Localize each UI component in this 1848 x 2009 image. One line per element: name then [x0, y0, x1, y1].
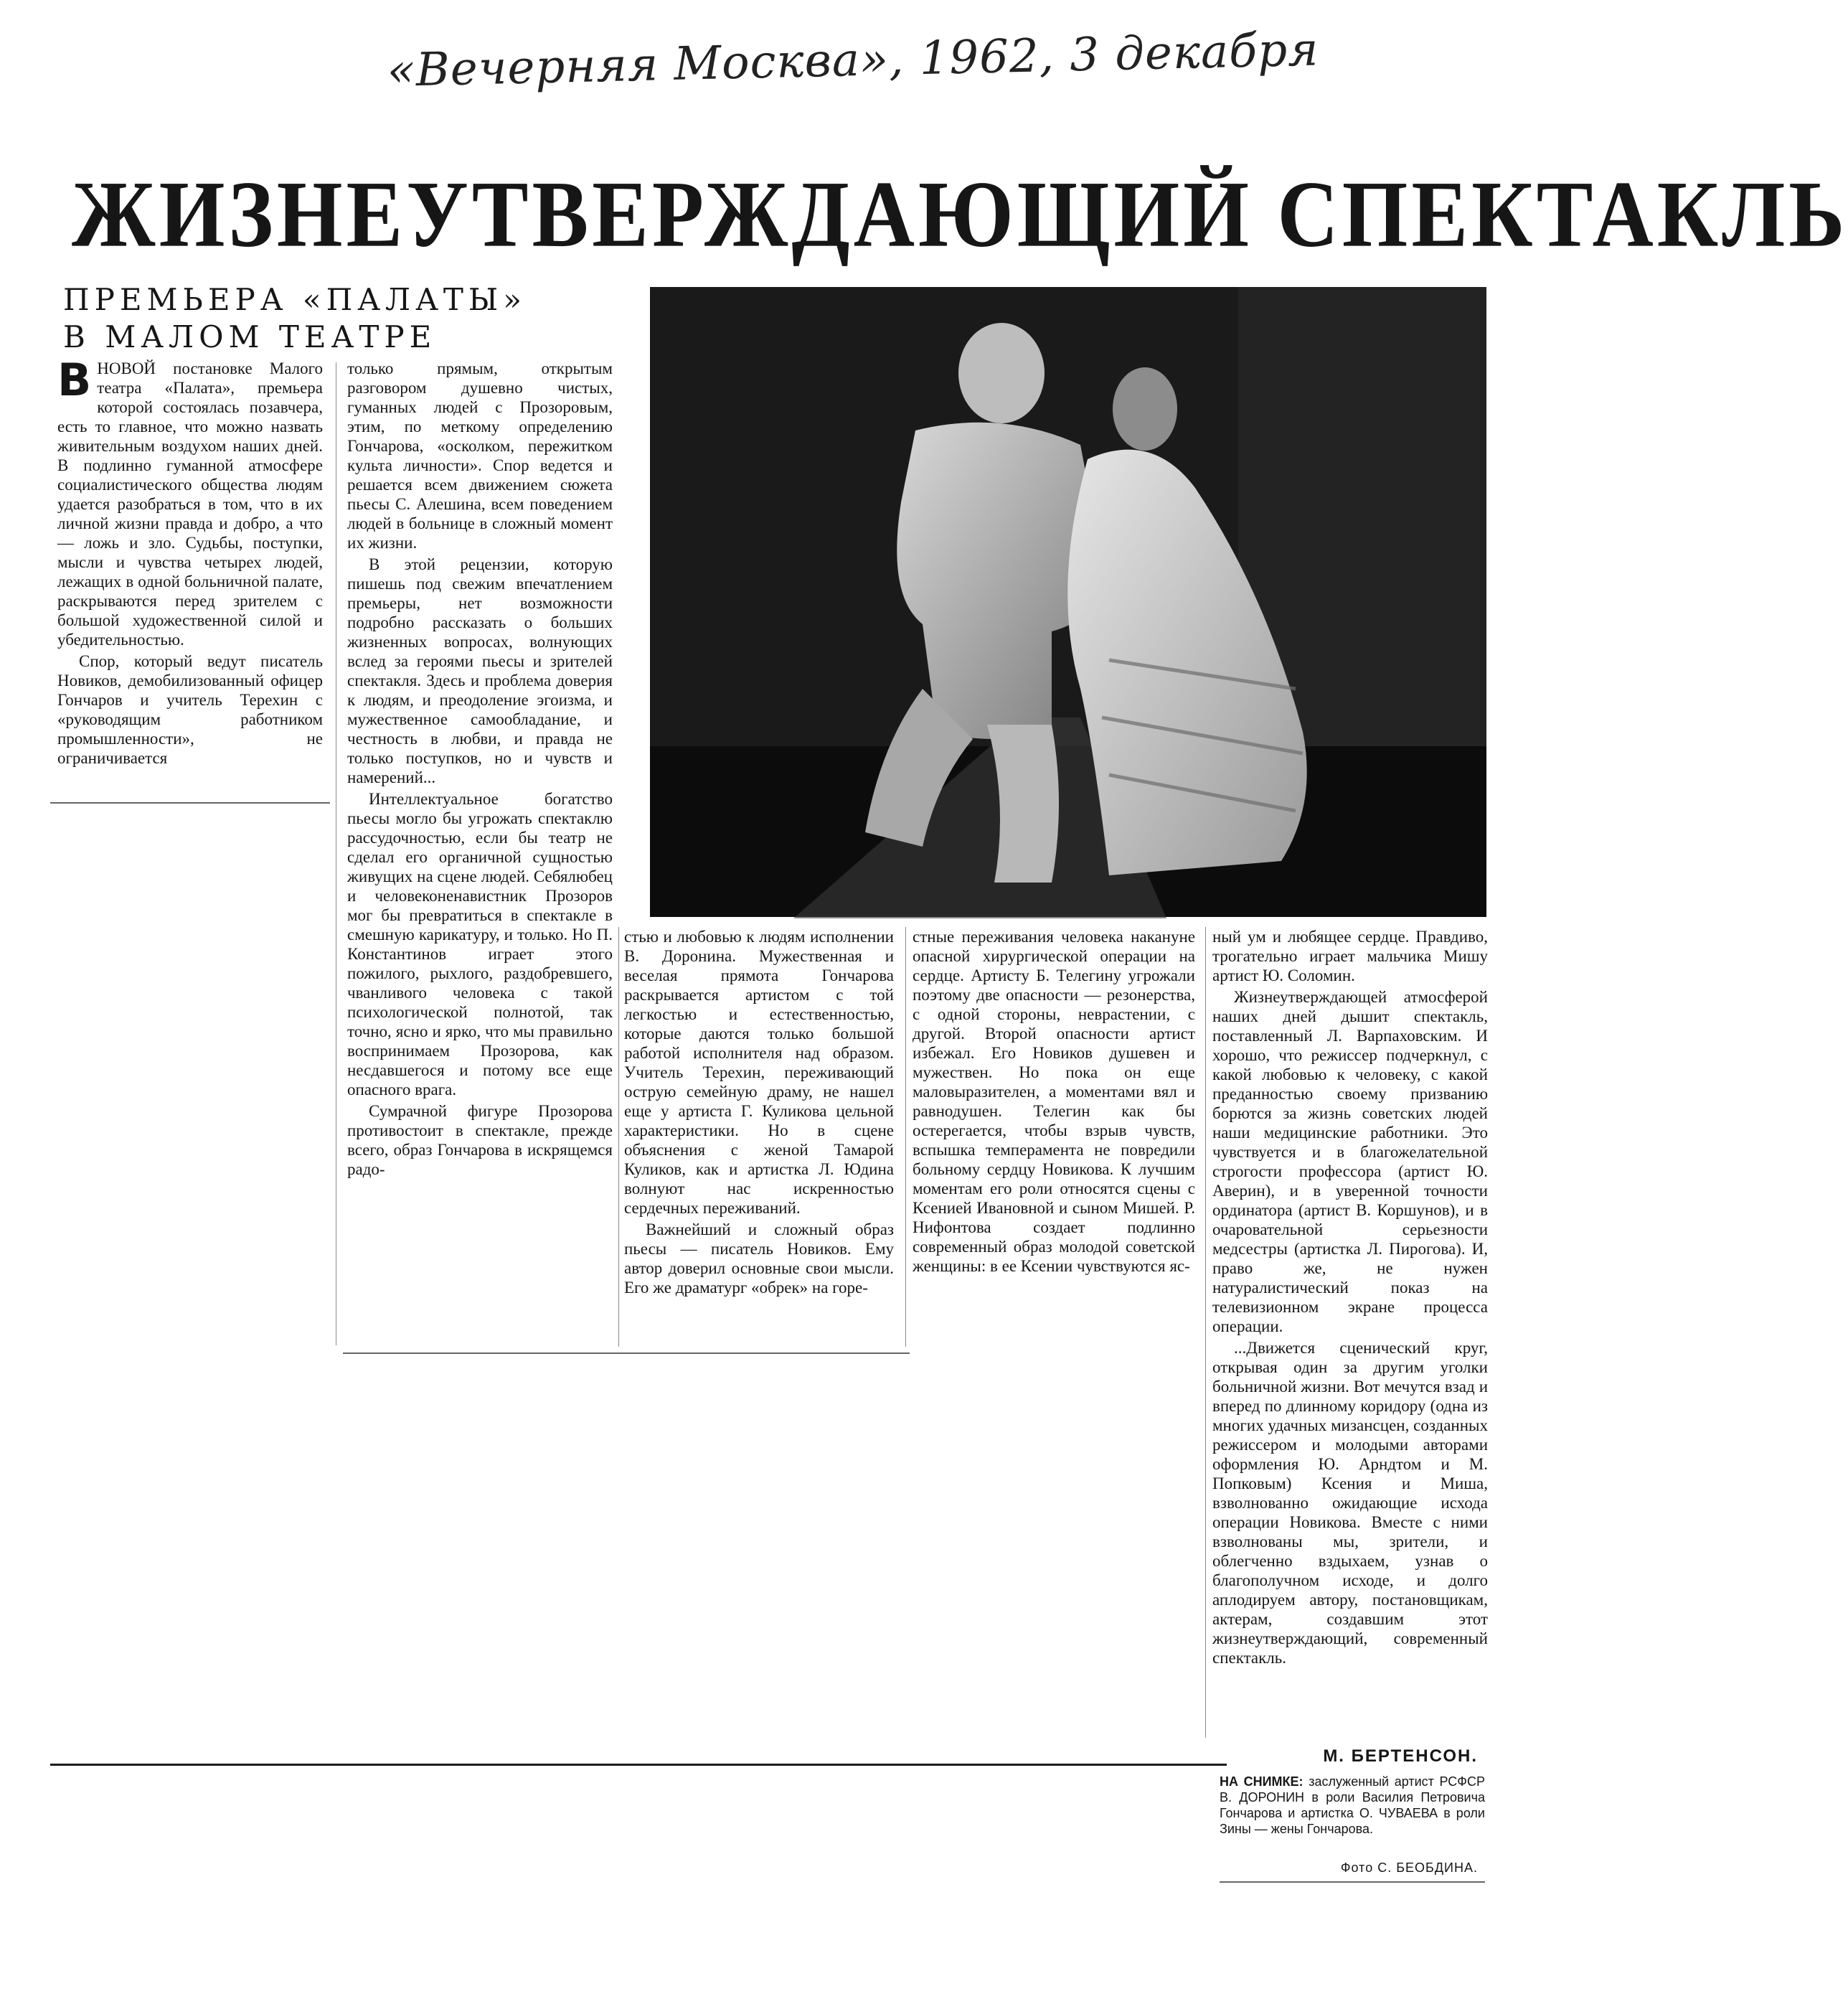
- column-5-paragraph-1: ный ум и любящее сердце. Правдиво, трогательно играет мальчика Мишу артист Ю. Соломин.: [1212, 928, 1488, 984]
- clipping-cut-edge-3: [1220, 1881, 1485, 1883]
- man-head: [958, 323, 1045, 423]
- clipping-bottom-rule: [50, 1764, 1227, 1766]
- caption-lead: НА СНИМКЕ:: [1220, 1774, 1304, 1789]
- column-5-paragraph-2: Жизнеутверждающей атмосферой наших дней дышит спектакль, поставленный Л. Варпаховским. И хорошо, что режиссер подчеркнул, с какой любовью к человеку, с какой преданностью своему призванию борются за жизнь советских людей наши медицинские работники. Это чувствуется и в благожелательной строгости профессора (артист Ю. Аверин), и в уверенной точности ординатора (артист В. Коршунов), и в очаровательной серьезности медсестры (артистка Л. Пирогова). И, право же, не нужен натуралистический показ на телевизионном экране процесса операции.: [1212, 988, 1488, 1335]
- clipping-cut-edge-2: [343, 1352, 910, 1354]
- article-column-1: [57, 354, 323, 800]
- column-2-paragraph-3: Интеллектуальное богатство пьесы могло бы угрожать спектаклю рассудочностью, если бы театр не сделал его органичной сущностью живущих на сцене людей. Себялюбец и человеконенавистник Прозоров мог бы превратиться в спектакле в смешную карикатуру, и только. Но П. Константинов играет этого пожилого, рыхлого, раздобревшего, чванливого человека с такой психологической полнотой, так точно, ясно и ярко, что мы правильно воспринимаем Прозорова, как несдавшегося и потому все еще опасного врага.: [347, 790, 613, 1098]
- caption-text: заслуженный артист РСФСР В. ДОРОНИН в роли Василия Петровича Гончарова и артистка О. ЧУВАЕВА в роли Зины — жены Гончарова.: [1220, 1774, 1485, 1836]
- column-1-paragraph-2: Спор, который ведут писатель Новиков, демобилизованный офицер Гончаров и учитель Терехин с «руководящим работником промышленности», не ограничивается: [57, 652, 323, 767]
- column-2-paragraph-2: В этой рецензии, которую пишешь под свежим впечатлением премьеры, нет возможности подробно рассказать о больших жизненных вопросах, волнующих вслед за героями пьесы и зрителей спектакля. Здесь и проблема доверия к людям, и преодоление эгоизма, и мужественное самообладание, и честность в любви, и правда не только поступков, но и чувств и намерений...: [347, 555, 613, 786]
- article-column-4: [913, 927, 1195, 1343]
- column-4-paragraph-1: стные переживания человека накануне опасной хирургической операции на сердце. Артисту Б. Телегину угрожали поэтому две опасности — резонерства, с одной стороны, неврастении, с другой. Второй опасности артист избежал. Его Новиков душевен и мужествен. Но пока он еще маловыразителен, а моментами вял и равнодушен. Телегин как бы остерегается, чтобы взрыв чувств, вспышка темперамента не повредили больному сердцу Новикова. К лучшим моментам его роли относятся сцены с Ксенией Ивановной и сыном Мишей. Р. Нифонтова создает подлинно современный образ молодой советской женщины: в ее Ксении чувствуются яс-: [913, 928, 1195, 1275]
- drop-cap: В: [57, 354, 92, 406]
- column-3-paragraph-1: стью и любовью к людям исполнении В. Доронина. Мужественная и веселая прямота Гончарова раскрывается артистом с той легкостью и естественностью, которые даются только большой работой исполнителя над образом. Учитель Терехин, переживающий острую семейную драму, не нашел еще у артиста Г. Куликова цельной характеристики. Но в сцене объяснения с женой Тамарой Куликов, как и артистка Л. Юдина волнуют нас искренностью сердечных переживаний.: [624, 928, 894, 1217]
- column-divider-4: [1205, 927, 1206, 1738]
- column-divider-2: [618, 927, 619, 1347]
- photo-caption: [1220, 1774, 1485, 1860]
- article-column-3: [624, 927, 894, 1343]
- column-3-paragraph-2: Важнейший и сложный образ пьесы — писатель Новиков. Ему автор доверил основные свои мысли. Его же драматург «обрек» на горе-: [624, 1220, 894, 1297]
- stage-photo: [650, 287, 1486, 917]
- stage-photo-illustration: [650, 287, 1486, 917]
- woman-head: [1113, 367, 1177, 451]
- article-column-5: [1212, 927, 1488, 1738]
- column-2-paragraph-1: только прямым, открытым разговором душевно чистых, гуманных людей с Прозоровым, этим, по меткому определению Гончарова, «осколком, пережитком культа личности». Спор ведется и решается всем движением сюжета пьесы С. Алешина, всем поведением людей в больнице в сложный момент их жизни.: [347, 359, 613, 552]
- author-signature: М. БЕРТЕНСОН.: [1323, 1746, 1478, 1766]
- handwritten-archive-note: «Вечерняя Москва», 1962, 3 декабря: [386, 23, 1320, 98]
- column-1-paragraph-1: ВНОВОЙ постановке Малого театра «Палата», премьера которой состоялась позавчера, есть то главное, что можно назвать живительным воздухом наших дней. В подлинно гуманной атмосфере социалистического общества людям удается разобраться в том, что в их личной жизни правда и добро, а что — ложь и зло. Судьбы, поступки, мысли и чувства четырех людей, лежащих в одной больничной палате, раскрываются перед зрителем с большой художественной силой и убедительностью.: [57, 354, 323, 649]
- article-column-2: [347, 359, 613, 1347]
- article-headline: ЖИЗНЕУТВЕРЖДАЮЩИЙ СПЕКТАКЛЬ: [72, 161, 1848, 267]
- column-5-paragraph-3: ...Движется сценический круг, открывая один за другим уголки больничной жизни. Вот мечутся взад и вперед по длинному коридору (одна из многих удачных мизансцен, созданных режиссером и молодыми авторами оформления Ю. Арндтом и М. Попковым) Ксения и Миша, взволнованно ожидающие исхода операции Новикова. Вместе с ними взволнованы мы, зрители, и облегченно вздыхаем, узнав о благополучном исходе, и долго аплодируем автору, постановщикам, актерам, создавшим этот жизнеутверждающий, современный спектакль.: [1212, 1339, 1488, 1667]
- column-divider-3: [905, 927, 906, 1347]
- clipping-cut-edge-1: [50, 802, 330, 804]
- article-subheadline-line2: В МАЛОМ ТЕАТРЕ: [63, 319, 437, 354]
- photo-credit: Фото С. БЕОБДИНА.: [1340, 1860, 1478, 1875]
- column-2-paragraph-4: Сумрачной фигуре Прозорова противостоит в спектакле, прежде всего, образ Гончарова в искрящемся радо-: [347, 1102, 613, 1178]
- article-subheadline-line1: ПРЕМЬЕРА «ПАЛАТЫ»: [63, 282, 527, 317]
